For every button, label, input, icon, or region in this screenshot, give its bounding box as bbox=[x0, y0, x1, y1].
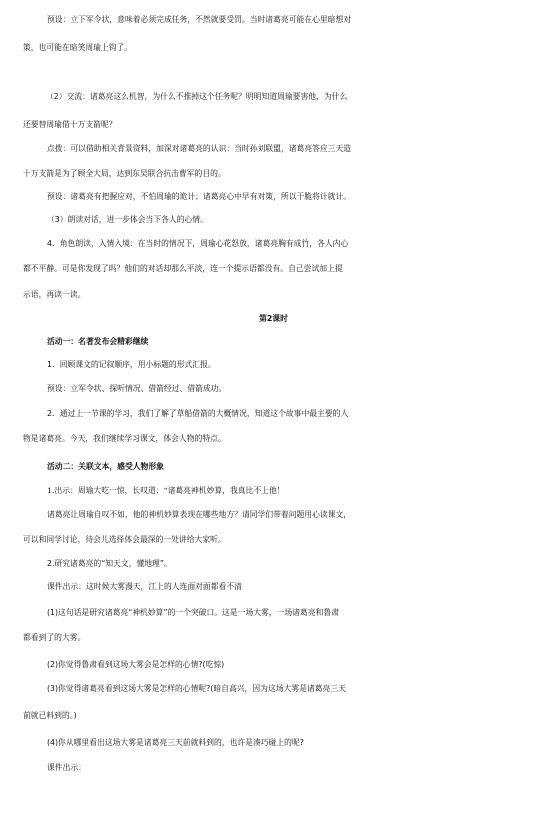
text-line: 预设：立下军令状，意味着必须完成任务，不然就要受罚。当时诸葛亮可能在心里暗想对 bbox=[47, 15, 352, 24]
text-line: 课件出示： bbox=[47, 763, 86, 772]
text-line: 2．通过上一节课的学习，我们了解了草船借箭的大概情况，知道这个故事中最主要的人 bbox=[47, 409, 349, 418]
section-heading: 第2课时 bbox=[259, 314, 288, 323]
activity-heading: 活动二：关联文本，感受人物形象 bbox=[47, 462, 164, 471]
text-line: (1)这句话是研究诸葛亮“神机妙算”的一个突破口。这是一场大雾，一场诸葛亮和鲁肃 bbox=[47, 608, 340, 617]
text-line: 4．角色朗读，入情入境：在当时的情况下，周瑜心花怒放，诸葛亮胸有成竹，各人内心 bbox=[47, 239, 349, 248]
text-line: 十万支箭是为了顾全大局，达到东吴联合抗击曹军的目的。 bbox=[23, 169, 226, 178]
text-line: 预设：诸葛亮有把握应对，不怕周瑜的诡计；诸葛亮心中早有对策，所以干脆将计就计。 bbox=[47, 192, 352, 201]
text-line: 1．回顾课文的记叙顺序，用小标题的形式汇报。 bbox=[47, 360, 216, 369]
text-line: 物是诸葛亮。今天，我们继续学习课文，体会人物的特点。 bbox=[23, 434, 226, 443]
text-line: (4)你从哪里看出这场大雾是诸葛亮三天前就料到的，也许是凑巧碰上的呢? bbox=[47, 738, 304, 747]
text-line: 预设：立军令状、探听情况、借箭经过、借箭成功。 bbox=[47, 384, 227, 393]
text-line: （2）交流：诸葛亮这么机智，为什么不推掉这个任务呢？明明知道周瑜要害他，为什么 bbox=[46, 92, 348, 101]
text-line: 1.出示：周瑜大吃一惊，长叹道：“诸葛亮神机妙算，我真比不上他！ bbox=[47, 486, 285, 495]
text-line: 点拨：可以借助相关背景资料，加深对诸葛亮的认识：当时孙刘联盟，诸葛亮答应三天造 bbox=[47, 144, 352, 153]
text-line: (3)你觉得诸葛亮看到这场大雾是怎样的心情呢?(暗自高兴，因为这场大雾是诸葛亮三天 bbox=[47, 684, 346, 693]
text-line: 前就已料到的。) bbox=[23, 711, 77, 720]
activity-heading: 活动一：名著发布会精彩继续 bbox=[47, 337, 149, 346]
text-line: (2)你觉得鲁肃看到这场大雾会是怎样的心情?(吃惊) bbox=[47, 660, 225, 669]
text-line: 2.研究诸葛亮的“知天文，懂地理”。 bbox=[47, 559, 172, 568]
text-line: 示语，再读一读。 bbox=[23, 290, 86, 299]
text-line: 都不平静。可是你发现了吗？他们的对话却那么平淡，连一个提示语都没有。自己尝试加上提 bbox=[23, 264, 343, 273]
text-line: （3）朗读对话，进一步体会当下各人的心情。 bbox=[47, 215, 208, 224]
text-line: 还要替周瑜借十万支箭呢？ bbox=[23, 120, 117, 129]
text-line: 策，也可能在暗笑周瑜上钩了。 bbox=[23, 43, 133, 52]
text-line: 诸葛亮让周瑜自叹不如，他的神机妙算表现在哪些地方？请同学们带着问题用心读课文， bbox=[47, 510, 352, 519]
text-line: 课件出示：这时候大雾漫天，江上的人连面对面都看不清 bbox=[47, 582, 242, 591]
text-line: 可以和同学讨论，待会儿选择体会最深的一处讲给大家听。 bbox=[23, 535, 226, 544]
text-line: 都看到了的大雾。 bbox=[23, 633, 86, 642]
